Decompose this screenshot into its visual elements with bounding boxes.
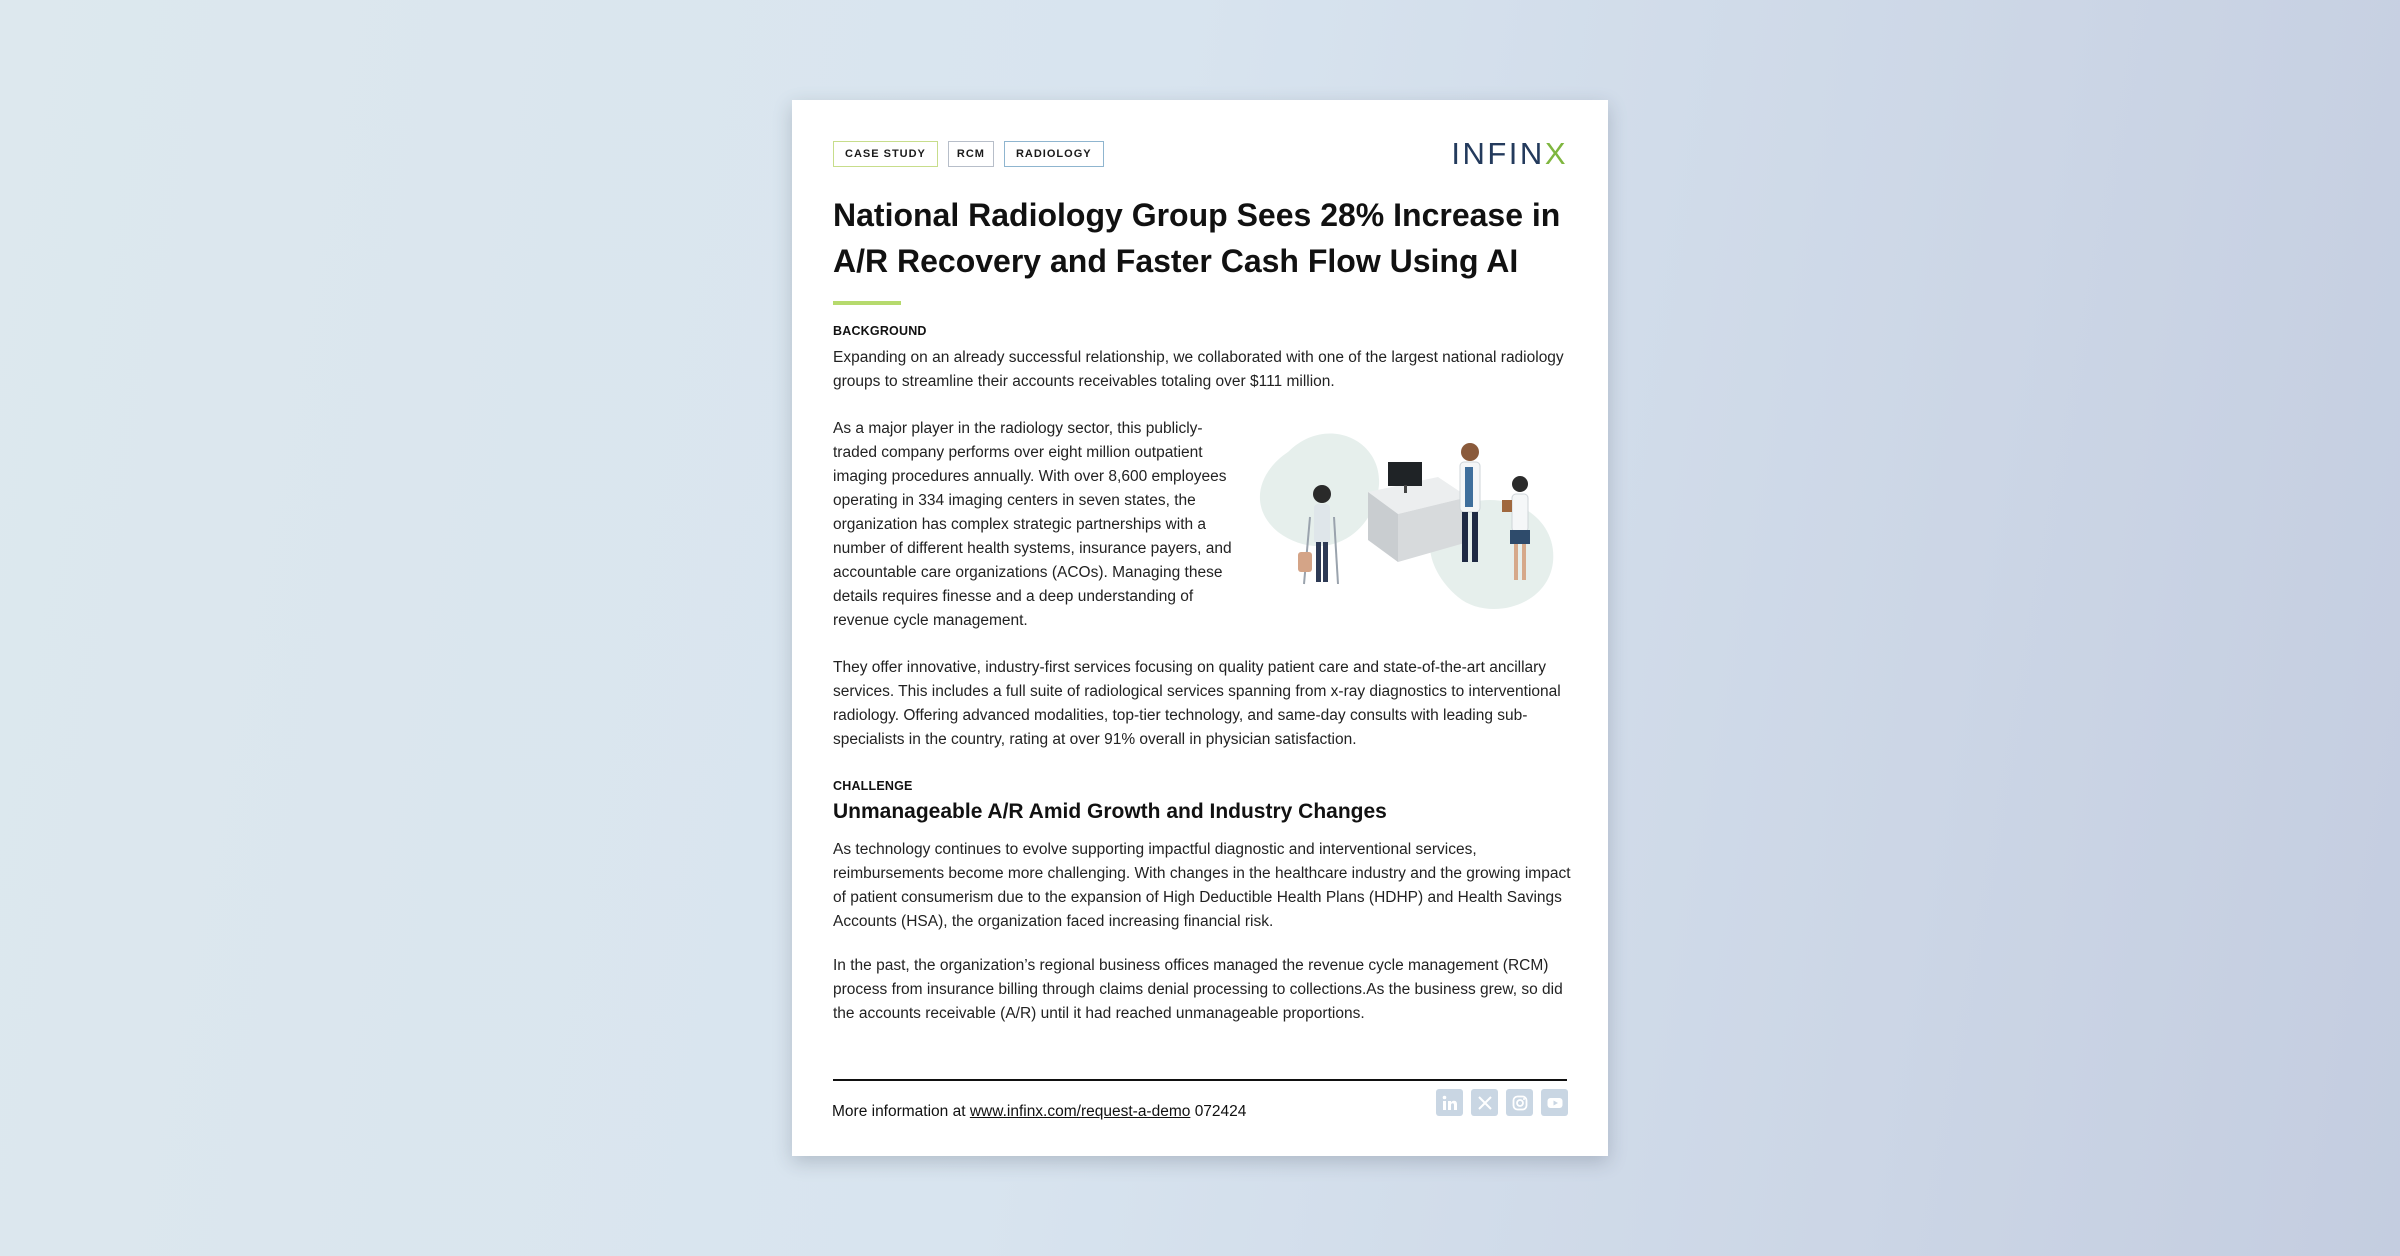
background-paragraph-2: As a major player in the radiology sector, this publicly-traded company performs over eight million outpatient imaging procedures annually. With over 8,600 employees operating in 334 imaging centers in seven states, the organization has complex strategic partnerships with a number of different health systems, insurance payers, and accountable care organizations (ACOs). Managing these details requires finesse and a deep understanding of revenue cycle management. bbox=[833, 420, 1232, 629]
page-title: National Radiology Group Sees 28% Increase in A/R Recovery and Faster Cash Flow Using AI bbox=[833, 197, 1561, 279]
case-study-page bbox=[792, 100, 1608, 1156]
title-accent-bar bbox=[833, 301, 901, 305]
footer-prefix: More information at bbox=[832, 1103, 966, 1120]
instagram-icon[interactable] bbox=[1506, 1089, 1533, 1116]
youtube-icon[interactable] bbox=[1541, 1089, 1568, 1116]
logo-text: INFIN bbox=[1451, 136, 1545, 171]
background-paragraph-3: They offer innovative, industry-first services focusing on quality patient care and state-of-the-art ancillary services. This includes a full suite of radiological services spanning from x-ray diagnostics to interventional radiology. Offering advanced modalities, top-tier technology, and same-day consults with leading sub-specialists in the country, rating at over 91% overall in physician satisfaction. bbox=[833, 659, 1561, 748]
medical-team-illustration bbox=[1258, 422, 1568, 622]
infinx-logo bbox=[1451, 136, 1568, 172]
challenge-paragraph-1: As technology continues to evolve supporting impactful diagnostic and interventional services, reimbursements become more challenging. With changes in the healthcare industry and the growing impact of patient consumerism due to the expansion of High Deductible Health Plans (HDHP) and Health Savings Accounts (HSA), the organization faced increasing financial risk. bbox=[833, 841, 1571, 930]
footer-info bbox=[832, 1103, 1246, 1121]
tag-rcm: RCM bbox=[948, 141, 994, 167]
challenge-label: CHALLENGE bbox=[833, 779, 913, 793]
request-demo-link[interactable]: www.infinx.com/request-a-demo bbox=[969, 1103, 1191, 1120]
background-paragraph-1: Expanding on an already successful relationship, we collaborated with one of the largest national radiology groups to streamline their accounts receivables totaling over $111 million. bbox=[833, 349, 1564, 390]
challenge-paragraph-2: In the past, the organization’s regional business offices managed the revenue cycle management (RCM) process from insurance billing through claims denial processing to collections.As the business grew, so did the accounts receivable (A/R) until it had reached unmanageable proportions. bbox=[833, 957, 1563, 1022]
challenge-heading: Unmanageable A/R Amid Growth and Industry Changes bbox=[833, 800, 1387, 823]
footer-code: 072424 bbox=[1194, 1103, 1247, 1120]
social-links bbox=[1436, 1089, 1568, 1116]
background-label: BACKGROUND bbox=[833, 324, 927, 338]
linkedin-icon[interactable] bbox=[1436, 1089, 1463, 1116]
tag-radiology: RADIOLOGY bbox=[1004, 141, 1104, 167]
logo-x: X bbox=[1544, 136, 1568, 171]
footer-divider bbox=[833, 1079, 1567, 1081]
tag-case-study: CASE STUDY bbox=[833, 141, 938, 167]
tag-list bbox=[833, 141, 1104, 167]
x-icon[interactable] bbox=[1471, 1089, 1498, 1116]
